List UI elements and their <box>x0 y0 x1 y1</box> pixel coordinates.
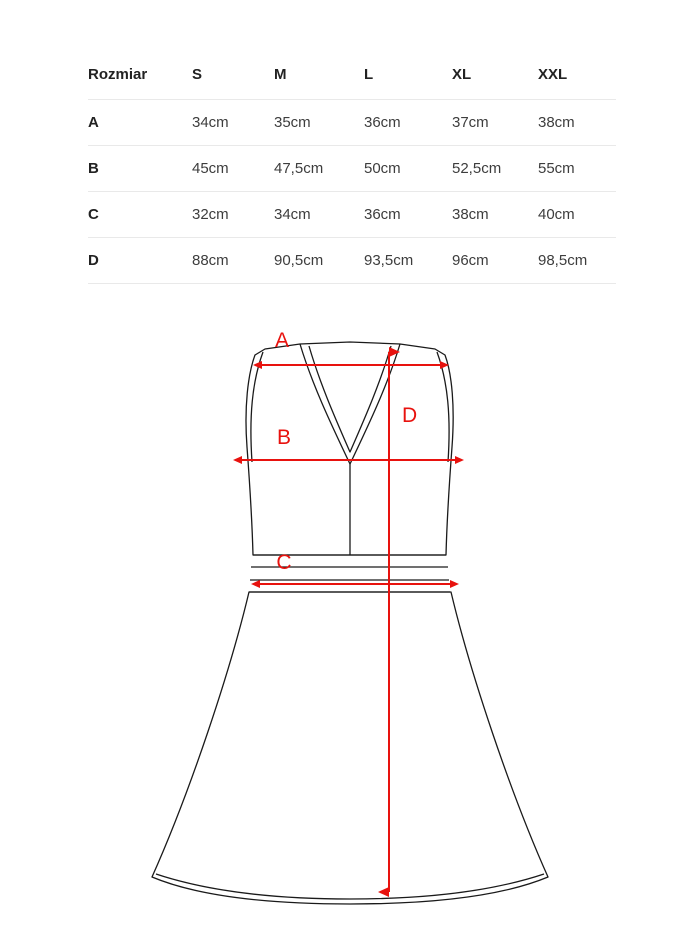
cell-d-s: 88cm <box>192 238 274 284</box>
row-label-d: D <box>88 238 192 284</box>
row-label-c: C <box>88 192 192 238</box>
column-header-rozmiar: Rozmiar <box>88 62 192 100</box>
measure-d-label: D <box>402 404 418 427</box>
neckline-inner <box>309 346 391 452</box>
table-row <box>88 146 616 192</box>
dress-measurement-diagram <box>0 312 700 922</box>
table-header-row <box>88 62 616 100</box>
dress-outline-group <box>152 342 548 904</box>
measure-b-group <box>242 426 455 460</box>
cell-a-xxl: 38cm <box>538 100 616 146</box>
row-label-b: B <box>88 146 192 192</box>
cell-d-l: 93,5cm <box>364 238 452 284</box>
armhole-right <box>437 352 449 462</box>
column-header-xxl: XXL <box>538 62 616 100</box>
cell-a-s: 34cm <box>192 100 274 146</box>
cell-a-m: 35cm <box>274 100 364 146</box>
measure-b-label: B <box>276 426 292 449</box>
row-label-a: A <box>88 100 192 146</box>
cell-b-s: 45cm <box>192 146 274 192</box>
size-table-container <box>88 62 616 284</box>
cell-d-xxl: 98,5cm <box>538 238 616 284</box>
table-row <box>88 100 616 146</box>
size-table <box>88 62 616 284</box>
cell-b-xl: 52,5cm <box>452 146 538 192</box>
column-header-m: M <box>274 62 364 100</box>
cell-a-l: 36cm <box>364 100 452 146</box>
measure-a-group <box>262 329 440 365</box>
cell-b-m: 47,5cm <box>274 146 364 192</box>
cell-a-xl: 37cm <box>452 100 538 146</box>
measure-d-group <box>389 352 417 892</box>
column-header-l: L <box>364 62 452 100</box>
armhole-left <box>251 352 263 462</box>
table-body <box>88 100 616 284</box>
cell-d-m: 90,5cm <box>274 238 364 284</box>
skirt-hem-inner <box>156 874 544 899</box>
measure-c-label: C <box>276 551 292 574</box>
column-header-xl: XL <box>452 62 538 100</box>
cell-c-l: 36cm <box>364 192 452 238</box>
cell-b-l: 50cm <box>364 146 452 192</box>
table-row <box>88 192 616 238</box>
table-header <box>88 62 616 100</box>
cell-c-xl: 38cm <box>452 192 538 238</box>
measure-a-label: A <box>274 329 290 352</box>
table-row <box>88 238 616 284</box>
cell-c-xxl: 40cm <box>538 192 616 238</box>
skirt-outline <box>152 592 548 904</box>
cell-c-s: 32cm <box>192 192 274 238</box>
cell-b-xxl: 55cm <box>538 146 616 192</box>
cell-c-m: 34cm <box>274 192 364 238</box>
column-header-s: S <box>192 62 274 100</box>
neckline-v <box>300 344 400 464</box>
cell-d-xl: 96cm <box>452 238 538 284</box>
